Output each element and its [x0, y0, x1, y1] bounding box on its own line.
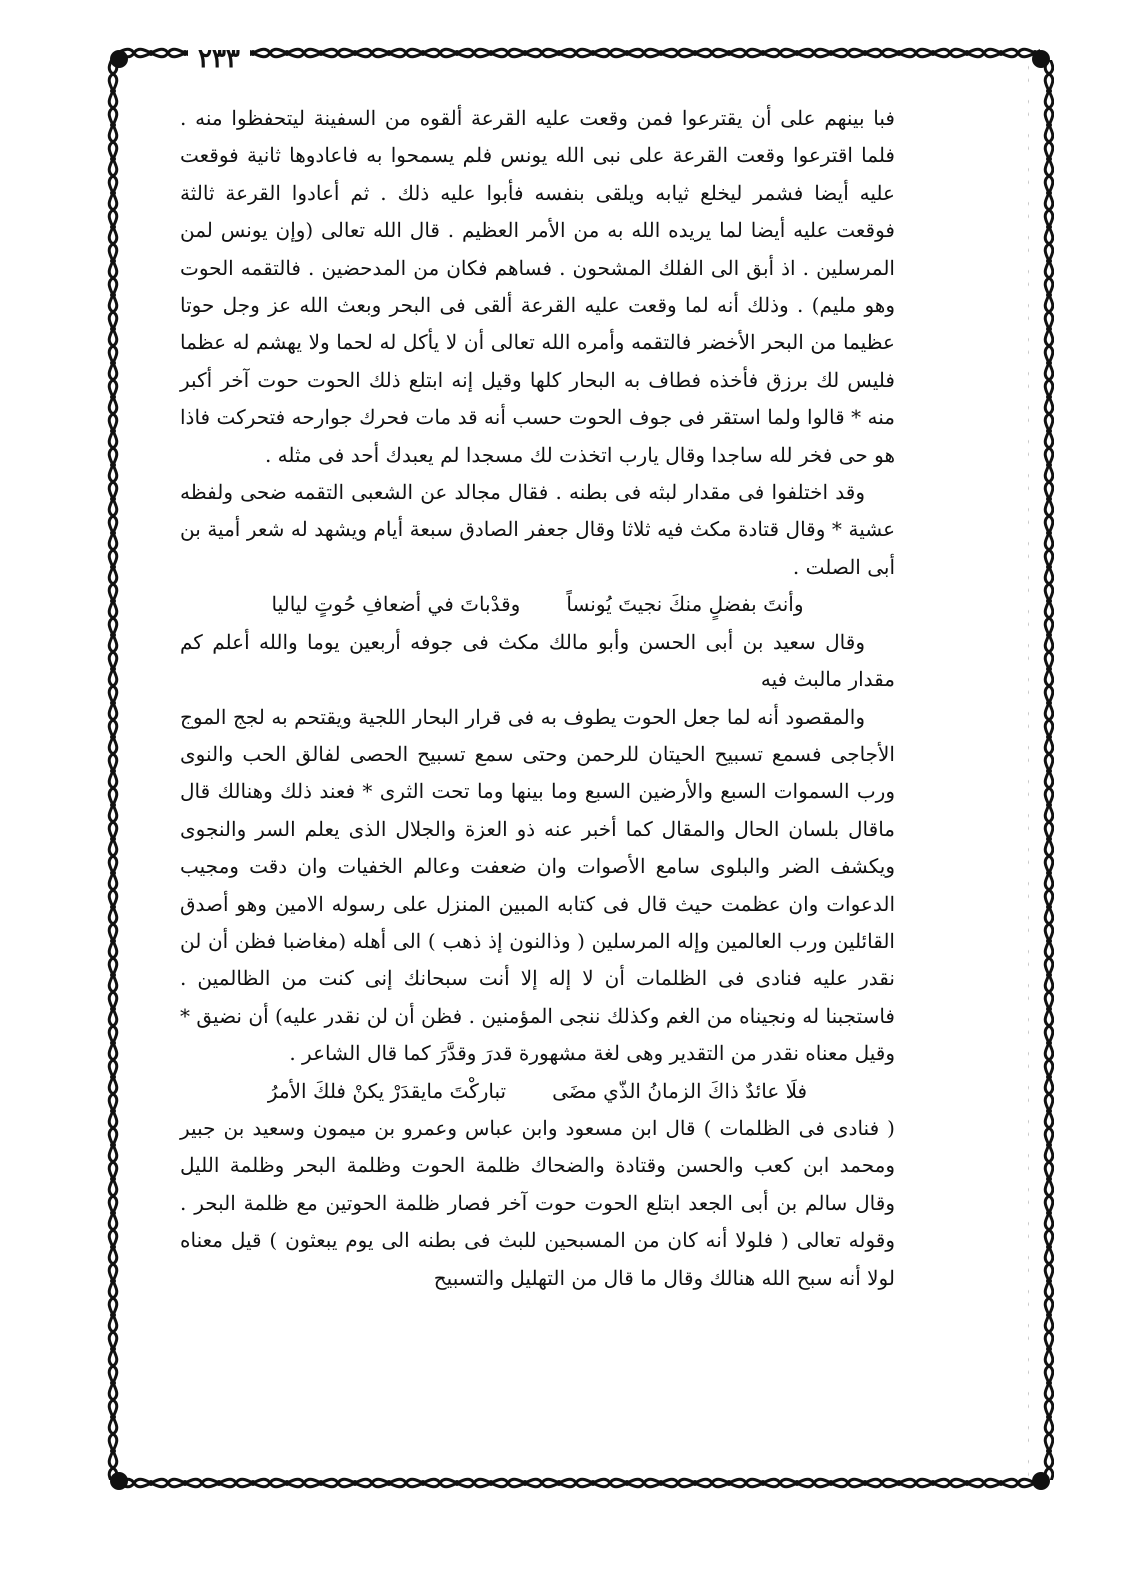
poem-verse	[180, 1073, 895, 1110]
verse-hemistich-left: تباركْتَ مايقدَرْ يكنْ فلكَ الأمرُ	[267, 1078, 507, 1103]
verse-hemistich-left: وقدْباتَ في أضعافِ حُوتٍ لياليا	[271, 592, 521, 617]
paragraph: والمقصود أنه لما جعل الحوت يطوف به فى قرار البحار اللجية ويقتحم به لجج الموج الأجاجى فسمع تسبيح الحيتان للرحمن وحتى سمع تسبيح الحصى لفالق الحب والنوى ورب السموات السبع والأرضين السبع وما بينها وما تحت الثرى * فعند ذلك وهنالك قال ماقال بلسان الحال والمقال كما أخبر عنه ذو العزة والجلال الذى يعلم السر والنجوى ويكشف الضر والبلوى سامع الأصوات وان ضعفت وعالم الخفيات وان دقت ومجيب الدعوات وان عظمت حيث قال فى كتابه المبين المنزل على رسوله الامين وهو أصدق القائلين ورب العالمين وإله المرسلين ( وذالنون إذ ذهب ) الى أهله (مغاضبا فظن أن لن نقدر عليه فنادى فى الظلمات أن لا إله إلا أنت سبحانك إنى كنت من الظالمين . فاستجبنا له ونجيناه من الغم وكذلك ننجى المؤمنين . فظن أن لن نقدر عليه) أن نضيق * وقيل معناه نقدر من التقدير وهى لغة مشهورة قدرَ وقدَّرَ كما قال الشاعر .	[180, 704, 895, 1066]
verse-hemistich-right: وأنتَ بفضلٍ منكَ نجيتَ يُونساً	[566, 592, 804, 617]
paragraph: وقال سعيد بن أبى الحسن وأبو مالك مكث فى جوفه أربعين يوما والله أعلم كم مقدار مالبث فيه	[180, 629, 895, 692]
paragraph: وقد اختلفوا فى مقدار لبثه فى بطنه . فقال مجالد عن الشعبى التقمه ضحى ولفظه عشية * وقال قتادة مكث فيه ثلاثا وقال جعفر الصادق سبعة أيام ويشهد له شعر أمية بن أبى الصلت .	[180, 480, 895, 579]
page-body	[180, 100, 895, 1450]
page-number: ٢٣٣	[188, 44, 250, 74]
poem-verse	[180, 586, 895, 623]
paragraph: فبا بينهم على أن يقترعوا فمن وقعت عليه القرعة ألقوه من السفينة ليتحفظوا منه . فلما اقترعوا وقعت القرعة على نبى الله يونس فلم يسمحوا به فاعادوها ثانية فوقعت عليه أيضا فشمر ليخلع ثيابه ويلقى بنفسه فأبوا عليه ذلك . ثم أعادوا القرعة ثالثة فوقعت عليه أيضا لما يريده الله به من الأمر العظيم . قال الله تعالى (وإن يونس لمن المرسلين . اذ أبق الى الفلك المشحون . فساهم فكان من المدحضين . فالتقمه الحوت وهو مليم) . وذلك أنه لما وقعت عليه القرعة ألقى فى البحر وبعث الله عز وجل حوتا عظيما من البحر الأخضر فالتقمه وأمره الله تعالى أن لا يأكل له لحما ولا يهشم له عظما فليس لك برزق فأخذه فطاف به البحار كلها وقيل إنه ابتلع ذلك الحوت حوت آخر أكبر منه * قالوا ولما استقر فى جوف الحوت حسب أنه قد مات فحرك جوارحه فتحركت فاذا هو حى فخر لله ساجدا وقال يارب اتخذت لك مسجدا لم يعبدك أحد فى مثله .	[180, 106, 895, 467]
paragraph: ( فنادى فى الظلمات ) قال ابن مسعود وابن عباس وعمرو بن ميمون وسعيد بن جبير ومحمد ابن كعب والحسن وقتادة والضحاك ظلمة الحوت وظلمة البحر وظلمة الليل وقال سالم بن أبى الجعد ابتلع الحوت حوت آخر فصار ظلمة الحوتين مع ظلمة البحر . وقوله تعالى ( فلولا أنه كان من المسبحين للبث فى بطنه الى يوم يبعثون ) قيل معناه لولا أنه سبح الله هنالك وقال ما قال من التهليل والتسبيح	[180, 1115, 895, 1290]
verse-hemistich-right: فلَا عائدٌ ذاكَ الزمانُ الذّي مضَى	[552, 1078, 808, 1103]
